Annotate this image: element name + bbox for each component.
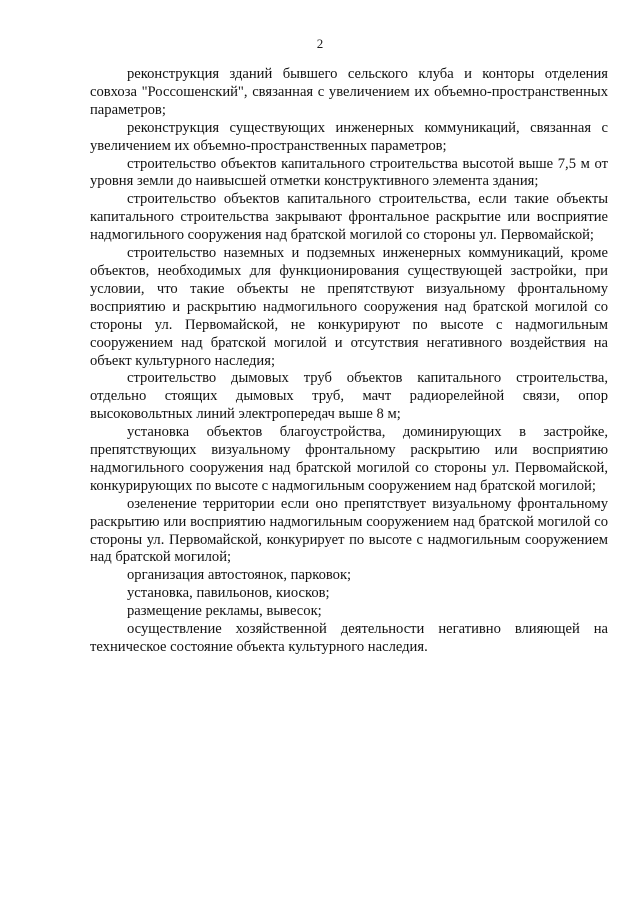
paragraph-economic-activity: осуществление хозяйственной деятельности негативно влияющей на техническое состояние объекта культурного наследия.: [90, 621, 608, 655]
document-body: [90, 66, 608, 657]
paragraph-advertising: размещение рекламы, вывесок;: [127, 603, 322, 620]
paragraph-kiosks: установка, павильонов, киосков;: [127, 585, 330, 602]
paragraph-chimneys-masts: строительство дымовых труб объектов капитального строительства, отдельно стоящих дымовых труб, мачт радиорелейной связи, опор высоковольтных линий электропередач выше 8 м;: [90, 370, 608, 423]
paragraph-parking: организация автостоянок, парковок;: [127, 567, 352, 584]
paragraph-greenery: озеленение территории если оно препятствует визуальному фронтальному раскрытию или восприятию надмогильным сооружением над братской могилой со стороны ул. Первомайской, конкурирует по высоте с надмогильным сооружением над братской могилой;: [90, 495, 608, 566]
paragraph-reconstruction-club: реконструкция зданий бывшего сельского клуба и конторы отделения совхоза "Россошенский", связанная с увеличением их объемно-пространственных параметров;: [90, 66, 608, 118]
paragraph-reconstruction-utilities: реконструкция существующих инженерных коммуникаций, связанная с увеличением их объемно-пространственных параметров;: [90, 119, 608, 154]
page-number: 2: [316, 36, 324, 51]
paragraph-view-obstruction: строительство объектов капитального строительства, если такие объекты капитального строительства закрывают фронтальное раскрытие или восприятие надмогильного сооружения над братской могилой со стороны ул. Первомайской;: [90, 191, 608, 244]
paragraph-engineering-communications: строительство наземных и подземных инженерных коммуникаций, кроме объектов, необходимых для функционирования существующей застройки, при условии, что такие объекты не препятствуют визуальному фронтальному восприятию и раскрытию надмогильного сооружения над братской могилой со стороны ул. Первомайской, не конкурируют по высоте с надмогильным сооружением над братской могилой и отсутствия негативного воздействия на объект культурного наследия;: [90, 245, 608, 369]
paragraph-landscaping-objects: установка объектов благоустройства, доминирующих в застройке, препятствующих визуальному фронтальному раскрытию или восприятию надмогильного сооружения над братской могилой со стороны ул. Первомайской, конкурирующих по высоте с надмогильным сооружением над братской могилой;: [90, 424, 608, 494]
paragraph-height-limit: строительство объектов капитального строительства высотой выше 7,5 м от уровня земли до наивысшей отметки конструктивного элемента здания;: [90, 155, 608, 190]
